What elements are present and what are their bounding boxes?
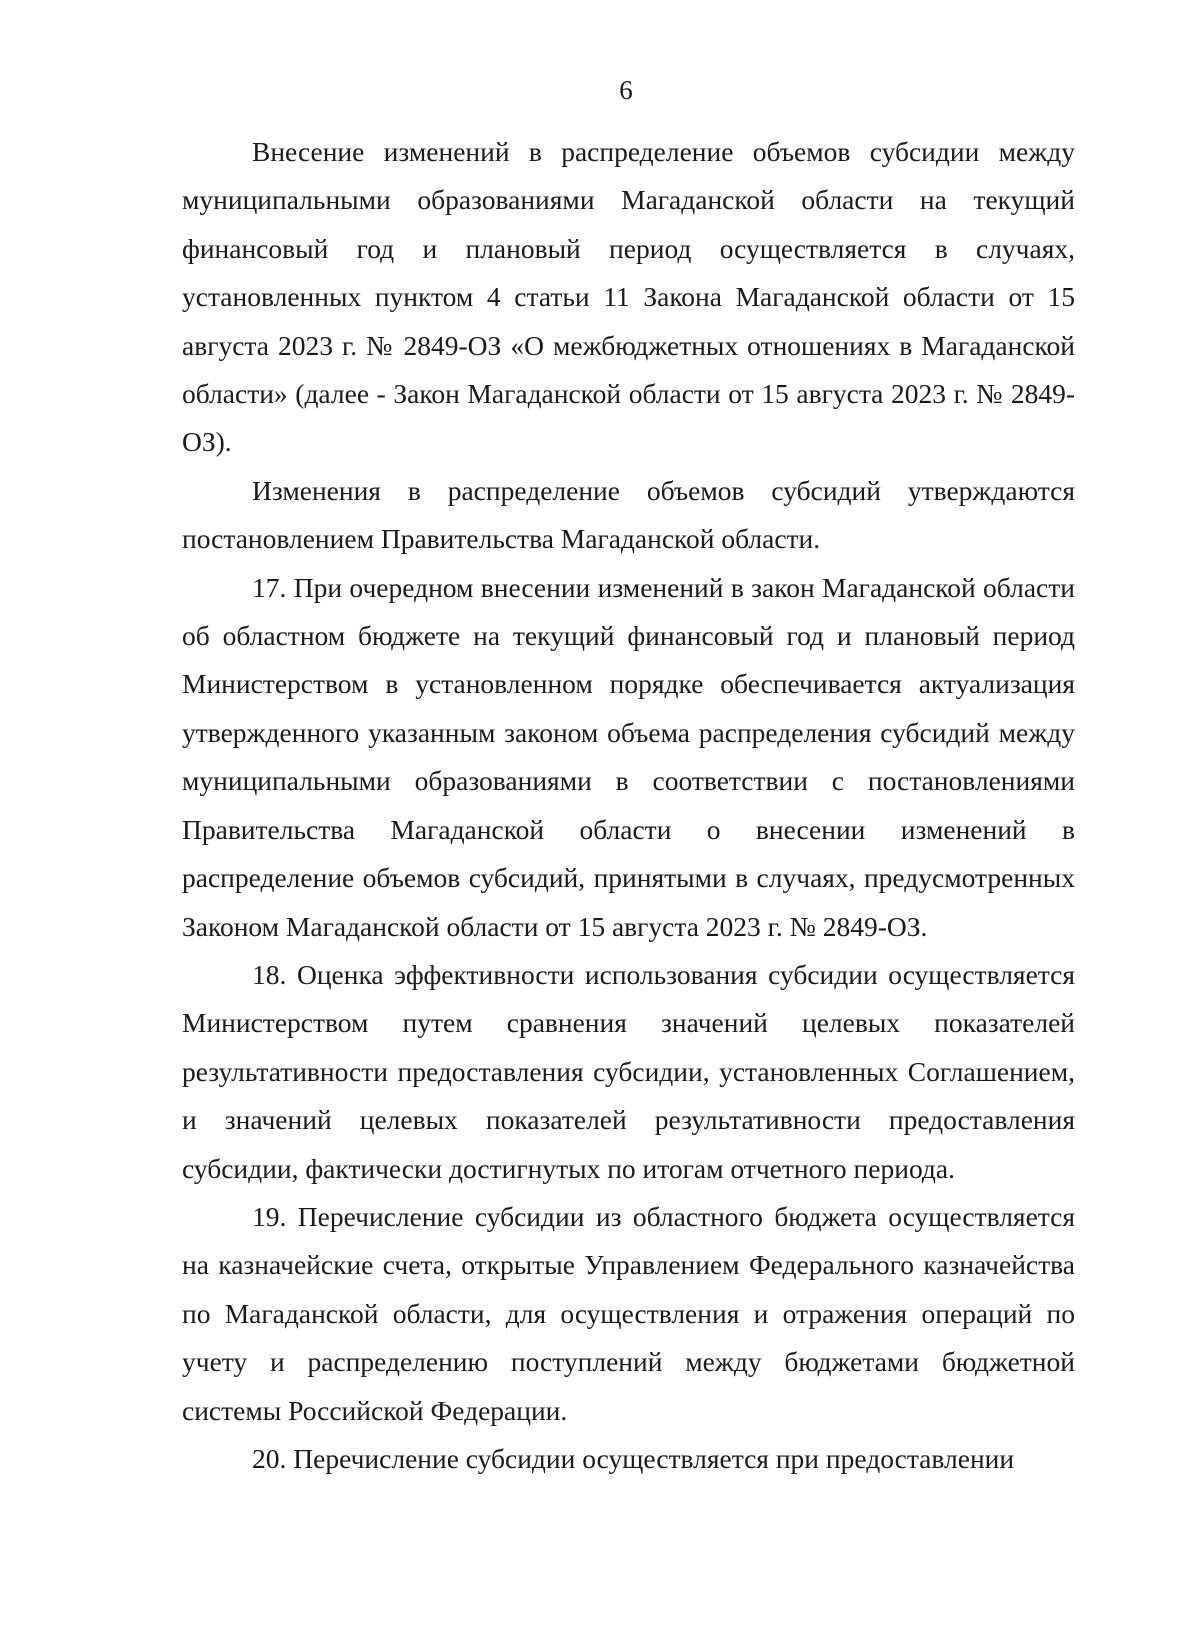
document-body — [182, 128, 1075, 1483]
paragraph-19: 19. Перечисление субсидии из областного бюджета осуществляется на казначейские счета, открытые Управлением Федерального казначейства по Магаданской области, для осуществления и отражения операций по учету и распределению поступлений между бюджетами бюджетной системы Российской Федерации. — [182, 1200, 1075, 1426]
paragraph-17: 17. При очередном внесении изменений в закон Магаданской области об областном бюджете на текущий финансовый год и плановый период Министерством в установленном порядке обеспечивается актуализация утвержденного указанным законом объема распределения субсидий между муниципальными образованиями в соответствии с постановлениями Правительства Магаданской области о внесении изменений в распределение объемов субсидий, принятыми в случаях, предусмотренных Законом Магаданской области от 15 августа 2023 г. № 2849-ОЗ. — [182, 571, 1075, 942]
paragraph-18: 18. Оценка эффективности использования субсидии осуществляется Министерством путем сравнения значений целевых показателей результативности предоставления субсидии, установленных Соглашением, и значений целевых показателей результативности предоставления субсидии, фактически достигнутых по итогам отчетного периода. — [182, 958, 1075, 1184]
paragraph-20: 20. Перечисление субсидии осуществляется при предоставлении — [252, 1442, 1015, 1474]
page-number: 6 — [619, 75, 633, 105]
paragraph-distribution-changes: Внесение изменений в распределение объемов субсидии между муниципальными образованиями Магаданской области на текущий финансовый год и плановый период осуществляется в случаях, установленных пунктом 4 статьи 11 Закона Магаданской области от 15 августа 2023 г. № 2849-ОЗ «О межбюджетных отношениях в Магаданской области» (далее - Закон Магаданской области от 15 августа 2023 г. № 2849-ОЗ). — [182, 136, 1075, 458]
paragraph-approval: Изменения в распределение объемов субсидий утверждаются постановлением Правительства Магаданской области. — [182, 474, 1075, 555]
